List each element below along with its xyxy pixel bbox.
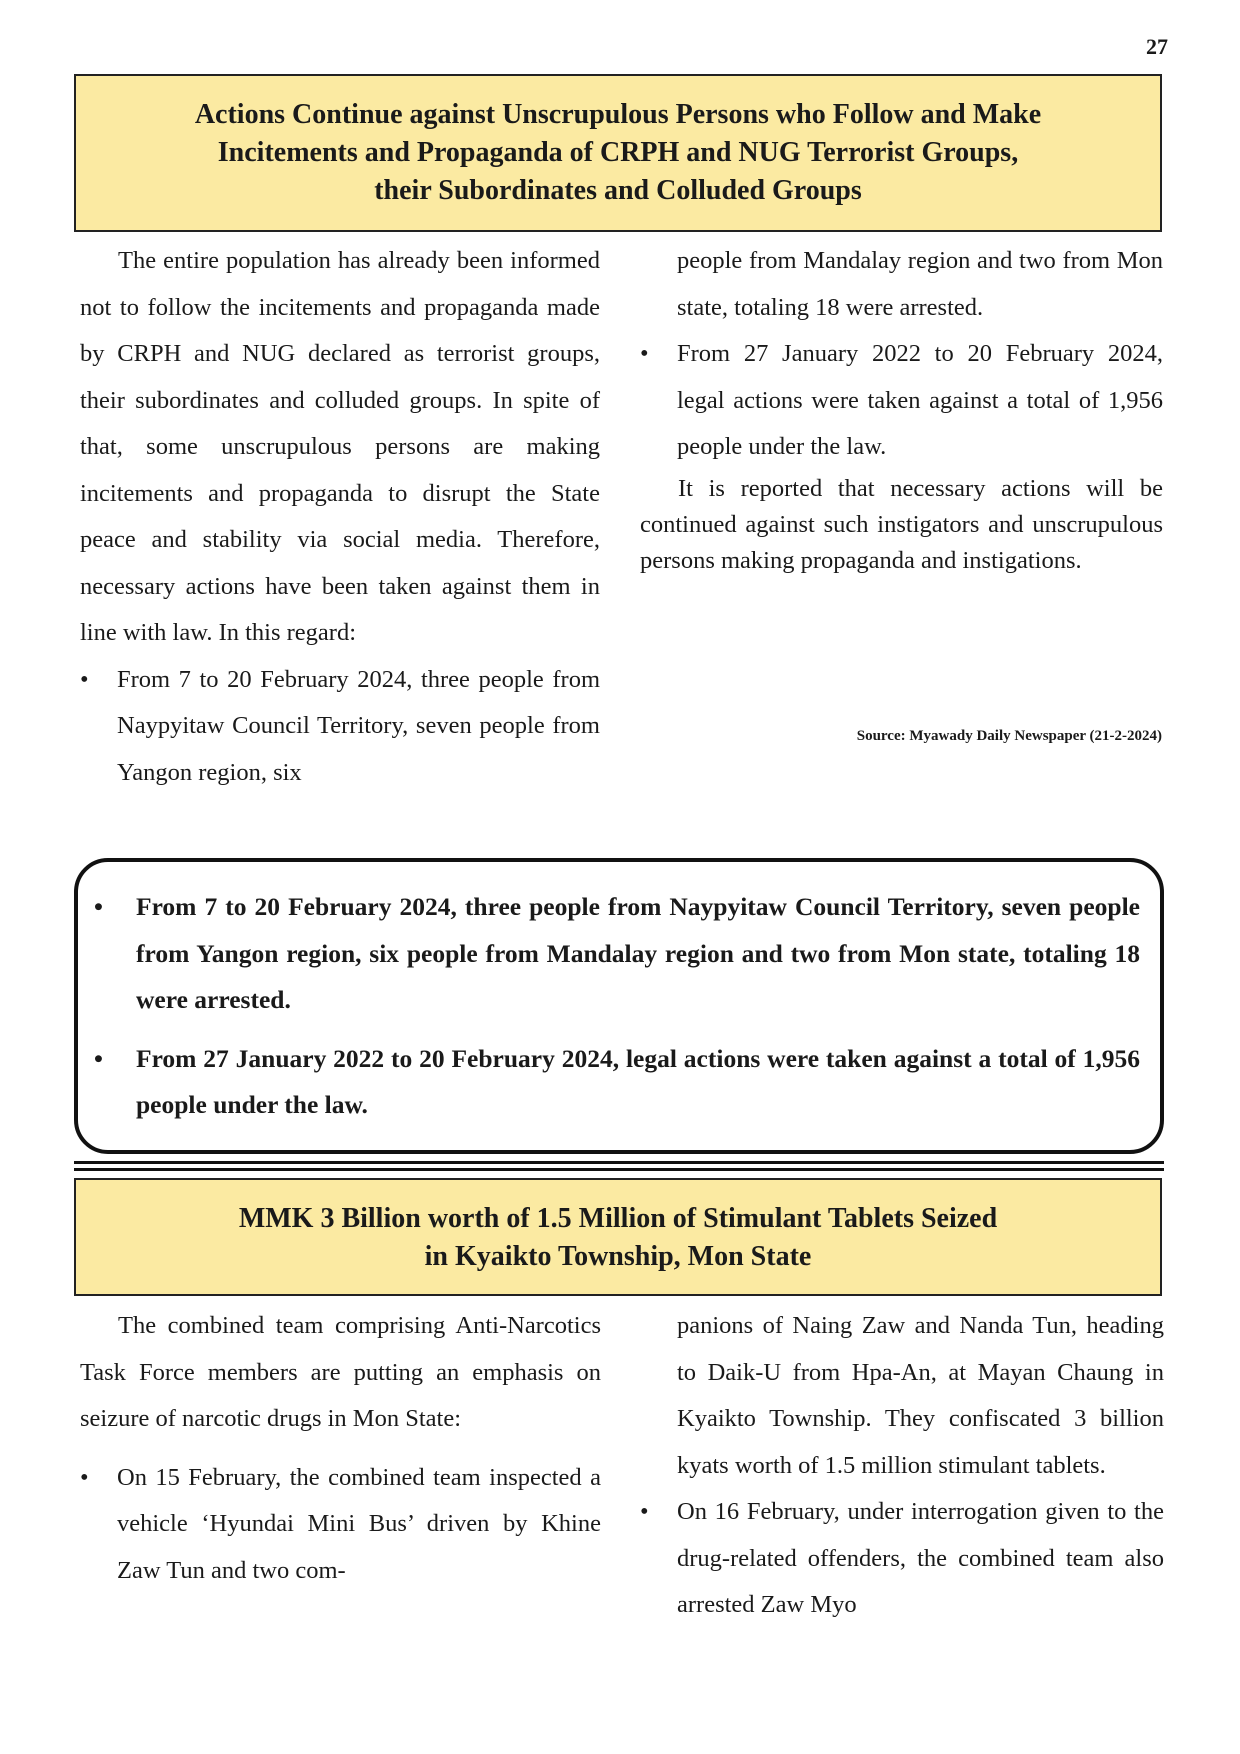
article2-bullet-2 [640,1489,1164,1629]
section-divider [74,1168,1164,1171]
bullet-icon: • [80,665,89,693]
article2-bullet-1-text-cont: panions of Naing Zaw and Nanda Tun, heading to Daik-U from Hpa-An, at Mayan Chaung in Kyaikto Township. They confiscated 3 billion kyats worth of 1.5 million stimulant tablets. [677,1312,1164,1479]
highlight-item-1 [94,884,1140,1024]
article1-title-line: Incitements and Propaganda of CRPH and NUG Terrorist Groups, [217,137,1019,168]
highlight-summary-box [74,858,1164,1154]
article2-right-column [640,1303,1164,1629]
article2-bullet-1-text: On 15 February, the combined team inspected a vehicle ‘Hyundai Mini Bus’ driven by Khine Zaw Tun and two com- [117,1463,601,1584]
article1-bullet-1-text: From 7 to 20 February 2024, three people from Naypyitaw Council Territory, seven people from Yangon region, six [117,665,600,786]
article1-closing: It is reported that necessary actions will be continued against such instigators and unscrupulous persons making propaganda and instigations. [640,474,1163,574]
bullet-icon: • [80,1463,89,1491]
article1-source: Source: Myawady Daily Newspaper (21-2-2024) [856,728,1162,744]
article1-bullet-1-continued [640,238,1163,331]
article1-bullet-2-text: From 27 January 2022 to 20 February 2024, legal actions were taken against a total of 1,956 people under the law. [677,340,1163,460]
page-number: 27 [1146,34,1168,59]
article2-bullet-1 [80,1455,601,1595]
article2-bullet-1-continued [640,1303,1164,1489]
bullet-icon: • [640,340,649,367]
article1-bullet-2 [640,331,1163,471]
article2-title-line: MMK 3 Billion worth of 1.5 Million of Stimulant Tablets Seized [238,1203,998,1234]
article2-bullet-2-text: On 16 February, under interrogation given to the drug-related offenders, the combined team also arrested Zaw Myo [677,1498,1164,1618]
section-divider [74,1161,1164,1164]
article1-right-column [640,238,1163,579]
article2-headline [74,1178,1162,1296]
bullet-icon: • [94,892,103,921]
article2-title-line: in Kyaikto Township, Mon State [424,1241,812,1272]
article1-title-line: Actions Continue against Unscrupulous Persons who Follow and Make [194,99,1042,130]
article1-bullet-1 [80,657,600,797]
bullet-icon: • [640,1498,649,1525]
article1-bullet-1-text-cont: people from Mandalay region and two from Mon state, totaling 18 were arrested. [677,247,1163,321]
highlight-item-2-text: From 27 January 2022 to 20 February 2024, legal actions were taken against a total of 1,956 people under the law. [136,1043,1140,1119]
article2-intro: The combined team comprising Anti-Narcotics Task Force members are putting an emphasis on seizure of narcotic drugs in Mon State: [80,1312,601,1432]
article1-left-column [80,238,600,796]
bullet-icon: • [94,1043,103,1073]
article1-intro: The entire population has already been informed not to follow the incitements and propaganda made by CRPH and NUG declared as terrorist groups, their subordinates and colluded groups. In spite of that, some unscrupulous persons are making incitements and propaganda to disrupt the State peace and stability via social media. Therefore, necessary actions have been taken against them in line with law. In this regard: [80,247,600,646]
highlight-item-2 [94,1036,1140,1129]
article2-left-column [80,1303,601,1594]
article1-headline [74,74,1162,232]
highlight-item-1-text: From 7 to 20 February 2024, three people from Naypyitaw Council Territory, seven people from Yangon region, six people from Mandalay region and two from Mon state, totaling 18 were arrested. [136,892,1140,1014]
article1-title-line: their Subordinates and Colluded Groups [374,175,862,206]
